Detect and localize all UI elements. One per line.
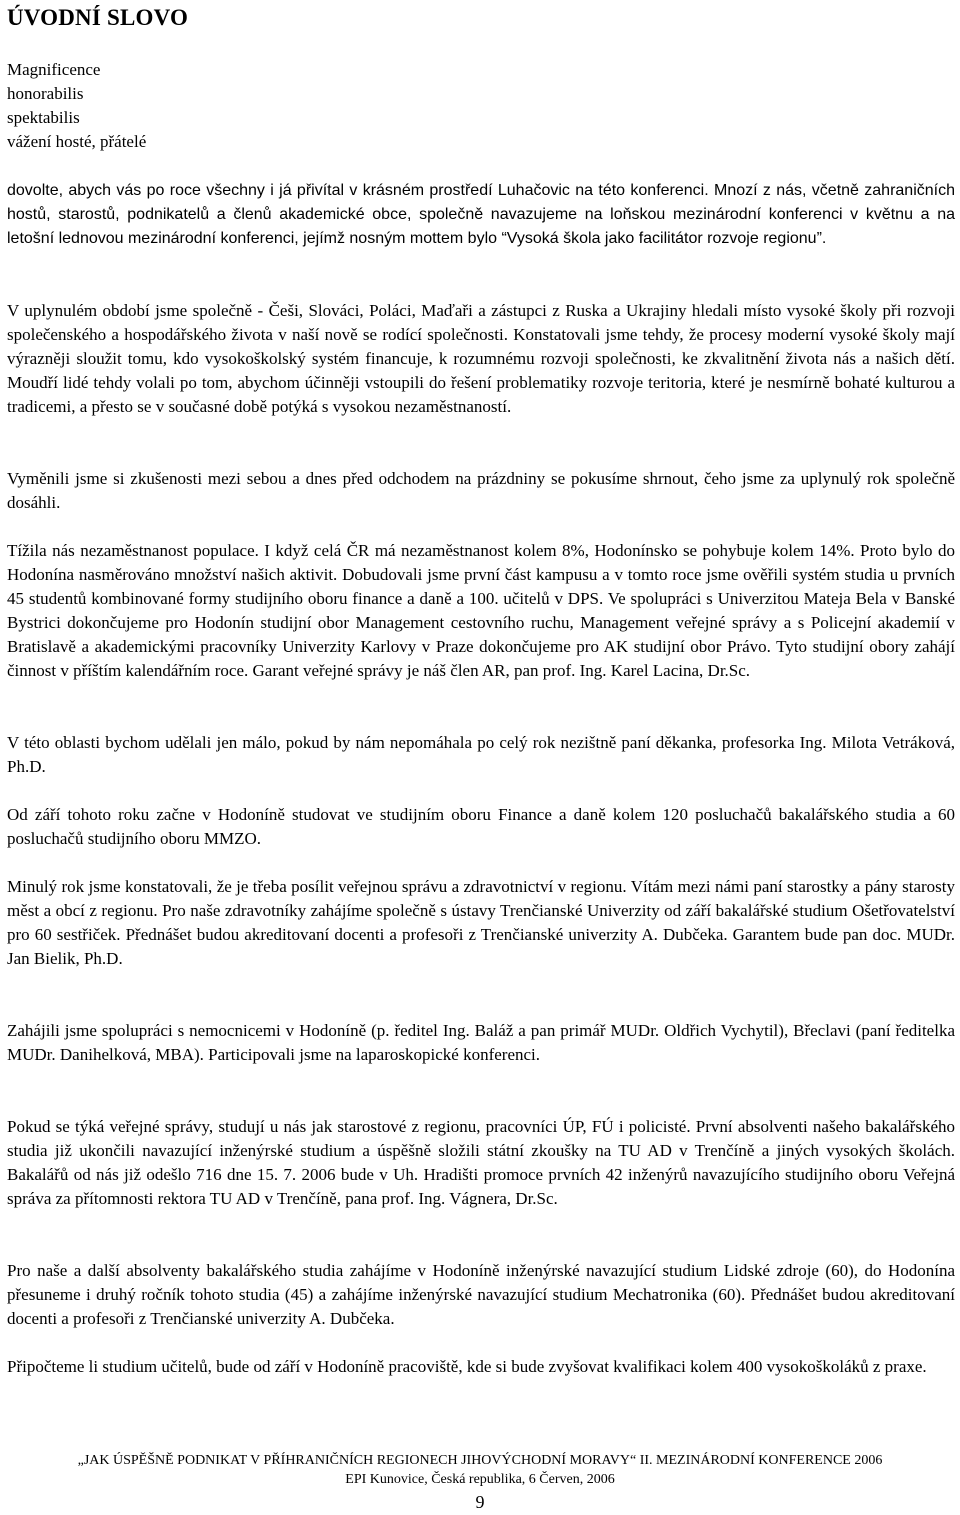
paragraph-public-admin: Pokud se týká veřejné správy, studují u nás jak starostové z regionu, pracovníci ÚP, FÚ i policisté. První absolventi našeho bakalářského studia již ukončili navazující inženýrské studium a úspěšně složili státní zkoušky na TU AD v Trenčíně a jiných vysokých školách. Bakalářů od nás již odešlo 716 dne 15. 7. 2006 bude v Uh. Hradišti promoce prvních 42 inženýrů navazujícího studijního oboru Veřejná správa za přítomnosti rektora TU AD v Trenčíně, pana prof. Ing. Vágnera, Dr.Sc. [7, 1117, 955, 1208]
salutation-line: Magnificence [7, 60, 101, 79]
page-title: ÚVODNÍ SLOVO [7, 5, 189, 30]
paragraph-finance: Od září tohoto roku začne v Hodoníně studovat ve studijním oboru Finance a daně kolem 120 posluchačů bakalářského studia a 60 posluchačů studijního oboru MMZO. [7, 805, 955, 848]
paragraph-graduates: Pro naše a další absolventy bakalářského studia zahájíme v Hodoníně inženýrské navazující studium Lidské zdroje (60), do Hodonína přesuneme i druhý ročník tohoto studia (45) a zahájíme inženýrské navazující studium Mechatronika (60). Přednášet budou akreditovaní docenti a profesoři z Trenčianské univerzity A. Dubčeka. [7, 1261, 955, 1328]
paragraph-experience: Vyměnili jsme si zkušenosti mezi sebou a dnes před odchodem na prázdniny se pokusíme shrnout, čeho jsme za uplynulý rok společně dosáhli. [7, 469, 955, 512]
salutation [7, 58, 146, 154]
paragraph-unemployment: Tížila nás nezaměstnanost populace. I když celá ČR má nezaměstnanost kolem 8%, Hodonínsko se pohybuje kolem 14%. Proto bylo do Hodonína nasměrováno množství našich aktivit. Dobudovali jsme první část kampusu a v tomto roce jsme ověřili systém studia u prvních 45 studentů kombinované formy studijního oboru finance a daně a 100. učitelů v DPS. Ve spolupráci s Univerzitou Mateja Bela v Banské Bystrici dokončujeme pro Hodonín studijní obor Management cestovního ruchu, Management veřejné správy a s Policejní akademií v Bratislavě a akademickými pracovníky Univerzity Karlovy v Praze dokončujeme pro AK studijní obor Právo. Tyto studijní obory zahájí činnost v příštím kalendářním roce. Garant veřejné správy je náš člen AR, pan prof. Ing. Karel Lacina, Dr.Sc. [7, 541, 955, 680]
page-number: 9 [475, 1492, 485, 1512]
footer-conference-title: „JAK ÚSPĚŠNĚ PODNIKAT V PŘÍHRANIČNÍCH REGIONECH JIHOVÝCHODNÍ MORAVY“ II. MEZINÁRODNÍ KONFERENCE 2006 [77, 1453, 883, 1468]
salutation-line: honorabilis [7, 84, 84, 103]
salutation-line: spektabilis [7, 108, 80, 127]
paragraph-health: Minulý rok jsme konstatovali, že je třeba posílit veřejnou správu a zdravotnictví v regionu. Vítám mezi námi paní starostky a pány starosty měst a obcí z regionu. Pro naše zdravotníky zahájíme společně s ústavy Trenčianské Univerzity od září bakalářské studium Ošetřovatelství pro 60 sestřiček. Přednášet budou akreditovaní docenti a profesoři z Trenčianské univerzity A. Dubčeka. Garantem bude pan doc. MUDr. Jan Bielik, Ph.D. [7, 877, 955, 968]
paragraph-hospitals: Zahájili jsme spolupráci s nemocnicemi v Hodoníně (p. ředitel Ing. Baláž a pan primář MUDr. Oldřich Vychytil), Břeclavi (paní ředitelka MUDr. Danihelková, MBA). Participovali jsme na laparoskopické konferenci. [7, 1021, 955, 1064]
footer-venue-date: EPI Kunovice, Česká republika, 6 Červen, 2006 [345, 1472, 615, 1487]
paragraph-intro: dovolte, abych vás po roce všechny i já přivítal v krásném prostředí Luhačovic na této konferenci. Mnozí z nás, včetně zahraničních hostů, starostů, podnikatelů a členů akademické obce, společně navazujeme na loňskou mezinárodní konferenci v květnu a na letošní lednovou mezinárodní konferenci, jejímž nosným mottem bylo “Vysoká škola jako facilitátor rozvoje regionu”. [7, 182, 955, 247]
salutation-line: vážení hosté, přátelé [7, 132, 147, 151]
paragraph-past-period: V uplynulém období jsme společně - Češi, Slováci, Poláci, Maďaři a zástupci z Ruska a Ukrajiny hledali místo vysoké školy při rozvoji společenského a hospodářského života v naší nově se rodící společnosti. Konstatovali jsme tehdy, že procesy moderní vysoké školy mají výrazněji sloužit tomu, kdo vysokoškolský systém financuje, k rozumnému rozvoji společnosti, ke zkvalitnění života nás a našich dětí. Moudří lidé tehdy volali po tom, abychom účinněji vstoupili do řešení problematiky rozvoje teritoria, které je nesmírně bohaté kulturou a tradicemi, a přesto se v současné době potýká s vysokou nezaměstnaností. [7, 301, 955, 416]
paragraph-dean: V této oblasti bychom udělali jen málo, pokud by nám nepomáhala po celý rok nezištně paní děkanka, profesorka Ing. Milota Vetráková, Ph.D. [7, 733, 955, 776]
paragraph-teachers: Připočteme li studium učitelů, bude od září v Hodoníně pracoviště, kde si bude zvyšovat kvalifikaci kolem 400 vysokoškoláků z praxe. [7, 1357, 927, 1376]
page-footer [0, 1451, 960, 1515]
